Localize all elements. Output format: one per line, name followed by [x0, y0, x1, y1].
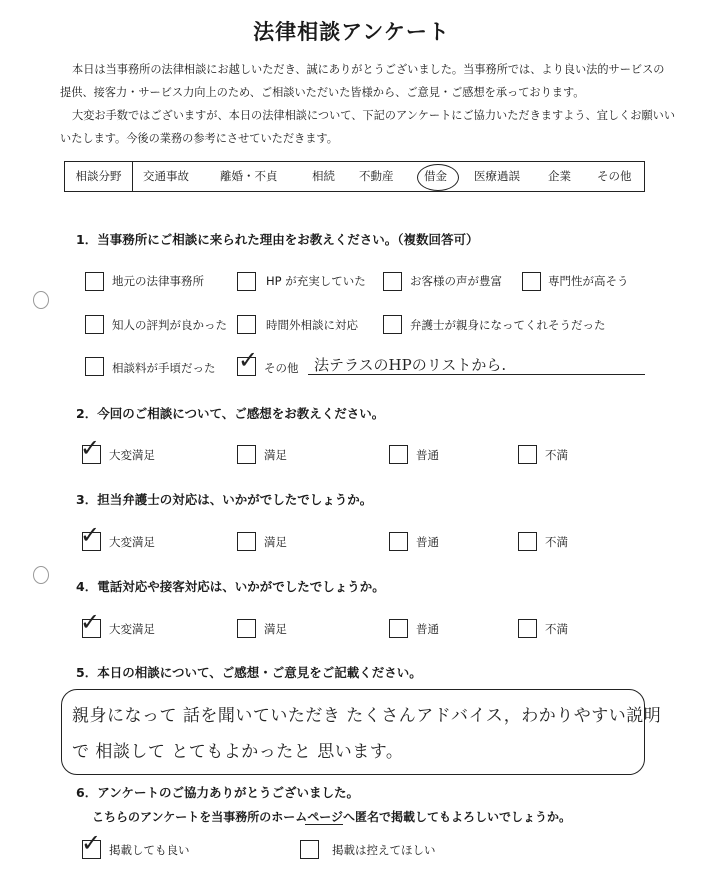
option-label: 時間外相談に対応 [266, 318, 358, 332]
intro-text [60, 58, 676, 150]
check-mark: ✓ [80, 521, 101, 549]
check-mark: ✓ [238, 346, 259, 374]
option-label: 地元の法律事務所 [112, 274, 204, 288]
selection-circle [417, 164, 459, 191]
checkbox-satisfied[interactable] [237, 445, 256, 464]
page-title: 法律相談アンケート [253, 20, 450, 44]
option-label: 弁護士が親身になってくれそうだった [410, 318, 606, 332]
field-option[interactable]: 離婚・不貞 [220, 169, 278, 183]
checkbox-after-hours[interactable] [237, 315, 256, 334]
anonymous-underline [305, 824, 343, 825]
option-label: お客様の声が豊富 [410, 274, 502, 288]
option-label: 大変満足 [109, 622, 155, 636]
field-option[interactable]: 交通事故 [143, 169, 189, 183]
option-label: 普通 [416, 622, 439, 636]
intro-line: 本日は当事務所の法律相談にお越しいただき、誠にありがとうございました。当事務所では、より良い法的サービスの [72, 63, 665, 76]
field-option-selected[interactable]: 借金 [424, 162, 447, 191]
checkbox-affordable[interactable] [85, 357, 104, 376]
option-label: 普通 [416, 535, 439, 549]
option-label: 相談料が手頃だった [112, 361, 216, 375]
field-option[interactable]: 不動産 [359, 169, 394, 183]
check-mark: ✓ [80, 434, 101, 462]
field-header: 相談分野 [65, 162, 133, 191]
option-label: 知人の評判が良かった [112, 318, 227, 332]
intro-line: いたします。今後の業務の参考にさせていただきます。 [60, 132, 338, 145]
intro-line: 大変お手数ではございますが、本日の法律相談について、下記のアンケートにご協力いただきますよう、宜しくお願いい [72, 109, 676, 122]
question-4: 4．電話対応や接客対応は、いかがでしたでしょうか。 [76, 579, 385, 594]
question-2: 2．今回のご相談について、ご感想をお教えください。 [76, 406, 385, 421]
question-6-subtext: こちらのアンケートを当事務所のホームページへ匿名で掲載してもよろしいでしょうか。 [92, 810, 572, 824]
option-label: 掲載しても良い [109, 843, 190, 857]
consultation-field-table [64, 161, 645, 192]
checkbox-local-office[interactable] [85, 272, 104, 291]
checkbox-referral[interactable] [85, 315, 104, 334]
punch-hole [33, 566, 49, 584]
option-label: 満足 [264, 622, 287, 636]
checkbox-neutral[interactable] [389, 619, 408, 638]
checkbox-dissatisfied[interactable] [518, 445, 537, 464]
checkbox-satisfied[interactable] [237, 619, 256, 638]
option-label: 満足 [264, 448, 287, 462]
option-label: 普通 [416, 448, 439, 462]
other-text-input[interactable]: 法テラスのHPのリストから. [314, 356, 507, 374]
checkbox-expertise[interactable] [522, 272, 541, 291]
option-label: 専門性が高そう [548, 274, 629, 288]
option-label: 掲載は控えてほしい [332, 843, 436, 857]
option-label: 大変満足 [109, 448, 155, 462]
option-label: 不満 [545, 622, 568, 636]
checkbox-publish-no[interactable] [300, 840, 319, 859]
checkbox-caring-lawyer[interactable] [383, 315, 402, 334]
question-3: 3．担当弁護士の対応は、いかがでしたでしょうか。 [76, 492, 373, 507]
field-option[interactable]: 相続 [312, 169, 335, 183]
option-label: 不満 [545, 448, 568, 462]
field-option[interactable]: 企業 [548, 169, 571, 183]
option-label: HP が充実していた [266, 274, 366, 288]
question-1: 1．当事務所にご相談に来られた理由をお教えください。（複数回答可） [76, 232, 479, 247]
question-6: 6．アンケートのご協力ありがとうございました。 [76, 785, 359, 800]
checkbox-hp[interactable] [237, 272, 256, 291]
checkbox-satisfied[interactable] [237, 532, 256, 551]
comment-line: で 相談して とてもよかったと 思います。 [72, 742, 404, 762]
intro-line: 提供、接客力・サービス力向上のため、ご相談いただいた皆様から、ご意見・ご感想を承っております。 [60, 86, 585, 99]
checkbox-neutral[interactable] [389, 445, 408, 464]
punch-hole [33, 291, 49, 309]
checkbox-neutral[interactable] [389, 532, 408, 551]
field-option[interactable]: 医療過誤 [474, 169, 520, 183]
option-label: 大変満足 [109, 535, 155, 549]
checkbox-dissatisfied[interactable] [518, 619, 537, 638]
comment-line: 親身になって 話を聞いていただき たくさんアドバイス，わかりやすい説明 [72, 706, 662, 726]
field-option[interactable]: その他 [597, 169, 632, 183]
option-label: 満足 [264, 535, 287, 549]
option-label: 不満 [545, 535, 568, 549]
check-mark: ✓ [81, 829, 102, 857]
check-mark: ✓ [80, 608, 101, 636]
option-label: その他 [264, 361, 299, 375]
question-5: 5．本日の相談について、ご感想・ご意見をご記載ください。 [76, 665, 422, 680]
checkbox-reviews[interactable] [383, 272, 402, 291]
checkbox-dissatisfied[interactable] [518, 532, 537, 551]
